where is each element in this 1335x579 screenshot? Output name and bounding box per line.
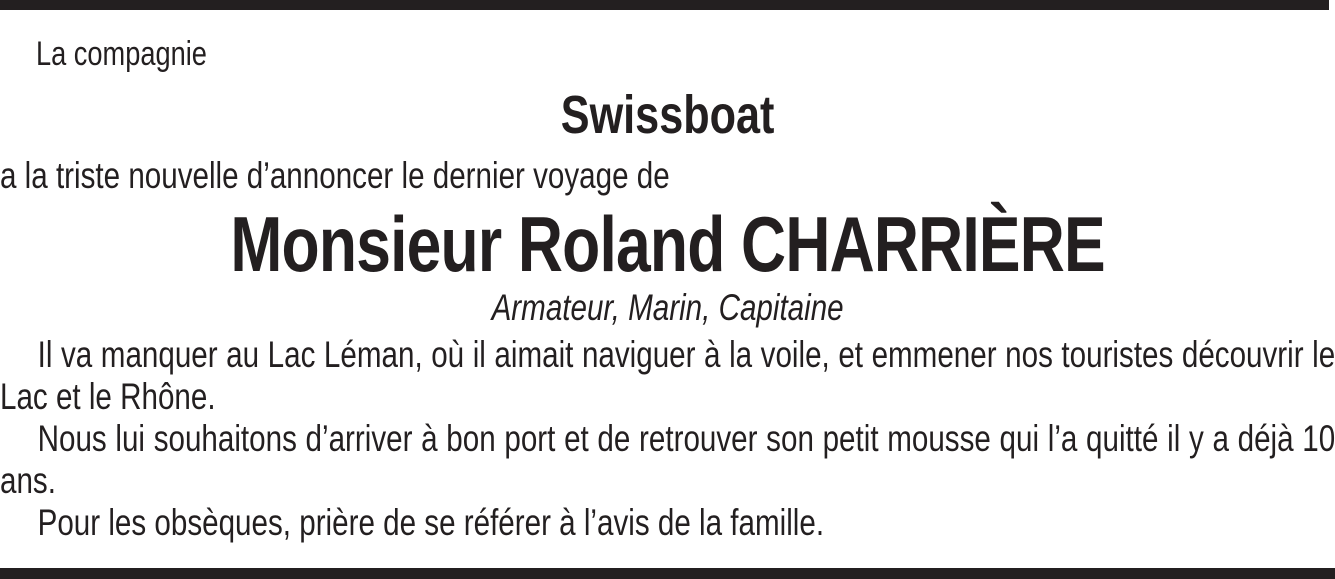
paragraph-farewell: Nous lui souhaitons d’arriver à bon port et de retrouver son petit mousse qui l’a quitté il y a déjà 10 ans. [0,418,1335,501]
intro-company: La compagnie [36,35,207,73]
deceased-titles: Armateur, Marin, Capitaine [491,287,844,328]
notice-content [0,10,1335,544]
announcement-line: a la triste nouvelle d’annoncer le dernier voyage de [0,155,670,196]
top-rule [0,0,1329,10]
deceased-name: Monsieur Roland CHARRIÈRE [230,200,1105,288]
company-name: Swissboat [560,85,775,145]
bottom-rule [0,568,1335,579]
paragraph-tribute: Il va manquer au Lac Léman, où il aimait naviguer à la voile, et emmener nos touristes découvrir le Lac et le Rhône. [0,334,1335,417]
notice-body [0,334,1335,544]
paragraph-funeral: Pour les obsèques, prière de se référer à l’avis de la famille. [37,502,825,543]
